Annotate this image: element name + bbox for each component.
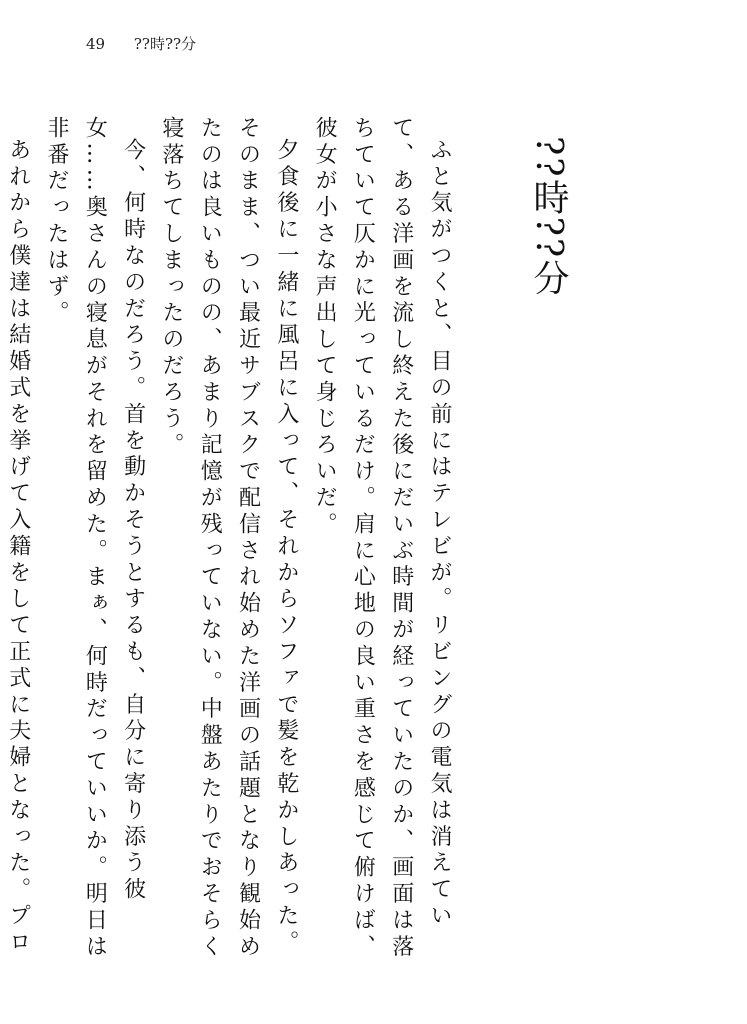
running-title: ??時??分 — [133, 35, 197, 53]
paragraph: 今、何時なのだろう。首を動かそうとするも、自分に寄り添う彼女……奥さんの寝息がそれを留めた。まぁ、何時だっていいか。明日は非番だったはず。 — [44, 116, 146, 961]
paragraph: 夕食後に一緒に風呂に入って、それからソファで髪を乾かしあった。そのまま、つい最近サブスクで配信され始めた洋画の話題となり観始めたのは良いものの、あまり記憶が残っていない。中盤あたりでおそらく寝落ちてしまったのだろう。 — [158, 116, 299, 961]
body-text — [5, 116, 458, 976]
page-number: 49 — [86, 35, 106, 53]
page-header — [86, 34, 196, 54]
chapter-title: ??時??分 — [528, 136, 569, 298]
paragraph: ふと気がつくと、目の前にはテレビが。リビングの電気は消えていて、ある洋画を流し終えた後にだいぶ時間が経っていたのか、画面は落ちていて仄かに光っているだけ。肩に心地の良い重さを感じて俯けば、彼女が小さな声出して身じろいだ。 — [312, 116, 452, 961]
paragraph: あれから僕達は結婚式を挙げて入籍をして正式に夫婦となった。プロ — [5, 138, 31, 957]
